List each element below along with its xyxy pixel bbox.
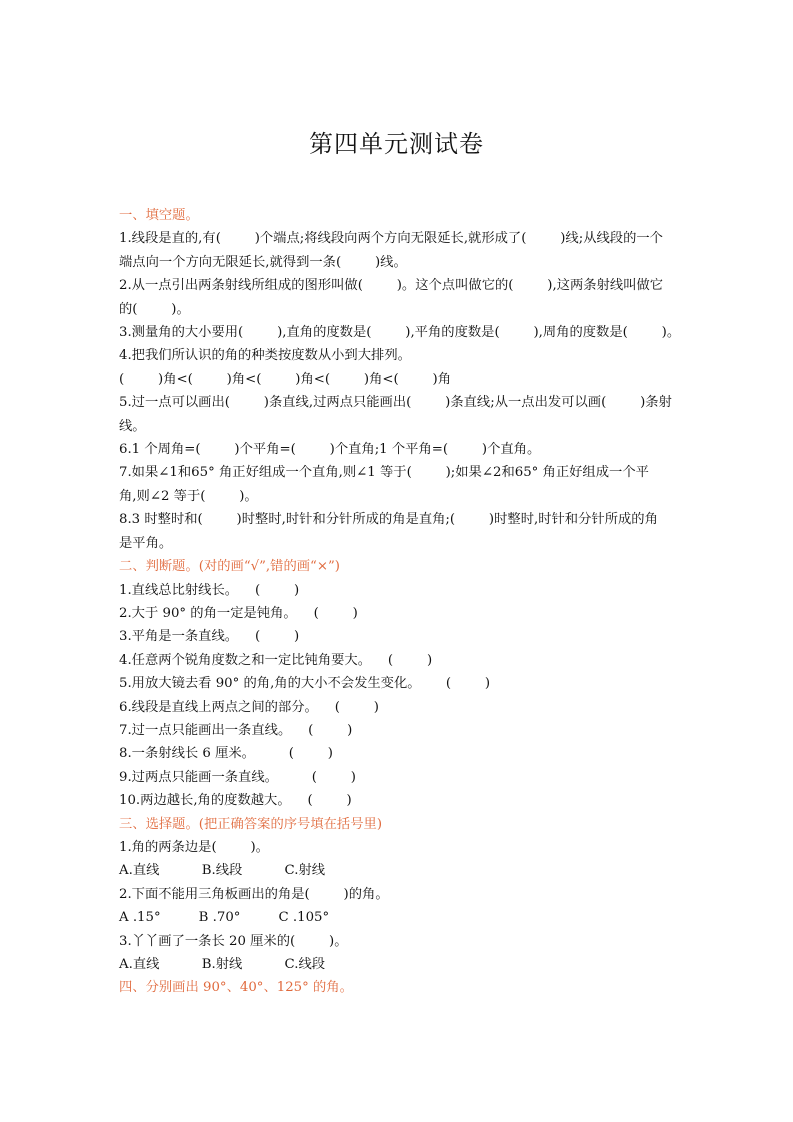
choice-options: A .15° B .70° C .105°	[119, 910, 330, 926]
choice-options: A.直线 B.射线 C.线段	[119, 957, 326, 972]
question-line: 线。	[119, 418, 146, 434]
question-line: 8.3 时整时和( )时整时,时针和分针所成的角是直角;( )时整时,时针和分针所成的角	[119, 512, 658, 528]
question-line: 6.1 个周角=( )个平角=( )个直角;1 个平角=( )个直角。	[119, 442, 541, 458]
question-line: 2.下面不能用三角板画出的角是( )的角。	[119, 886, 389, 902]
question-line: 2.从一点引出两条射线所组成的图形叫做( )。这个点叫做它的( ),这两条射线叫做它	[119, 278, 664, 294]
section-heading-true-false: 二、判断题。(对的画“√”,错的画“×”)	[119, 559, 340, 575]
question-line: 5.过一点可以画出( )条直线,过两点只能画出( )条直线;从一点出发可以画( )条射	[119, 395, 672, 411]
section-heading-fill-blank: 一、填空题。	[119, 208, 199, 223]
question-line: 是平角。	[119, 535, 173, 551]
section-heading-drawing: 四、分别画出 90°、40°、125° 的角。	[119, 980, 353, 996]
question-line: 1.角的两条边是( )。	[119, 839, 269, 855]
question-line: 的( )。	[119, 301, 190, 317]
question-line: 3.平角是一条直线。 ( )	[119, 629, 300, 645]
question-line: 7.如果∠1和65° 角正好组成一个直角,则∠1 等于( );如果∠2和65° 角正好组成一个平	[119, 465, 649, 481]
question-line: 2.大于 90° 的角一定是钝角。 ( )	[119, 605, 358, 621]
question-line: 3.丫丫画了一条长 20 厘米的( )。	[119, 933, 348, 949]
question-line: 角,则∠2 等于( )。	[119, 488, 258, 504]
question-line: 7.过一点只能画出一条直线。 ( )	[119, 722, 353, 738]
question-line: 端点向一个方向无限延长,就得到一条( )线。	[119, 254, 407, 270]
question-line: ( )角<( )角<( )角<( )角<( )角	[119, 371, 451, 387]
question-line: 10.两边越长,角的度数越大。 ( )	[119, 793, 352, 809]
section-heading-multiple-choice: 三、选择题。(把正确答案的序号填在括号里)	[119, 816, 383, 832]
choice-options: A.直线 B.线段 C.射线	[119, 863, 326, 879]
question-line: 9.过两点只能画一条直线。 ( )	[119, 769, 356, 785]
question-line: 8.一条射线长 6 厘米。 ( )	[119, 746, 333, 762]
exam-content	[119, 204, 679, 1000]
question-line: 6.线段是直线上两点之间的部分。 ( )	[119, 699, 379, 715]
question-line: 3.测量角的大小要用( ),直角的度数是( ),平角的度数是( ),周角的度数是( )。	[119, 325, 681, 341]
page-title: 第四单元测试卷	[309, 130, 484, 158]
question-line: 4.把我们所认识的角的种类按度数从小到大排列。	[119, 348, 411, 364]
question-line: 4.任意两个锐角度数之和一定比钝角要大。 ( )	[119, 652, 433, 668]
question-line: 1.线段是直的,有( )个端点;将线段向两个方向无限延长,就形成了( )线;从线段的一个	[119, 231, 663, 247]
question-line: 5.用放大镜去看 90° 的角,角的大小不会发生变化。 ( )	[119, 676, 491, 692]
question-line: 1.直线总比射线长。 ( )	[119, 582, 300, 598]
